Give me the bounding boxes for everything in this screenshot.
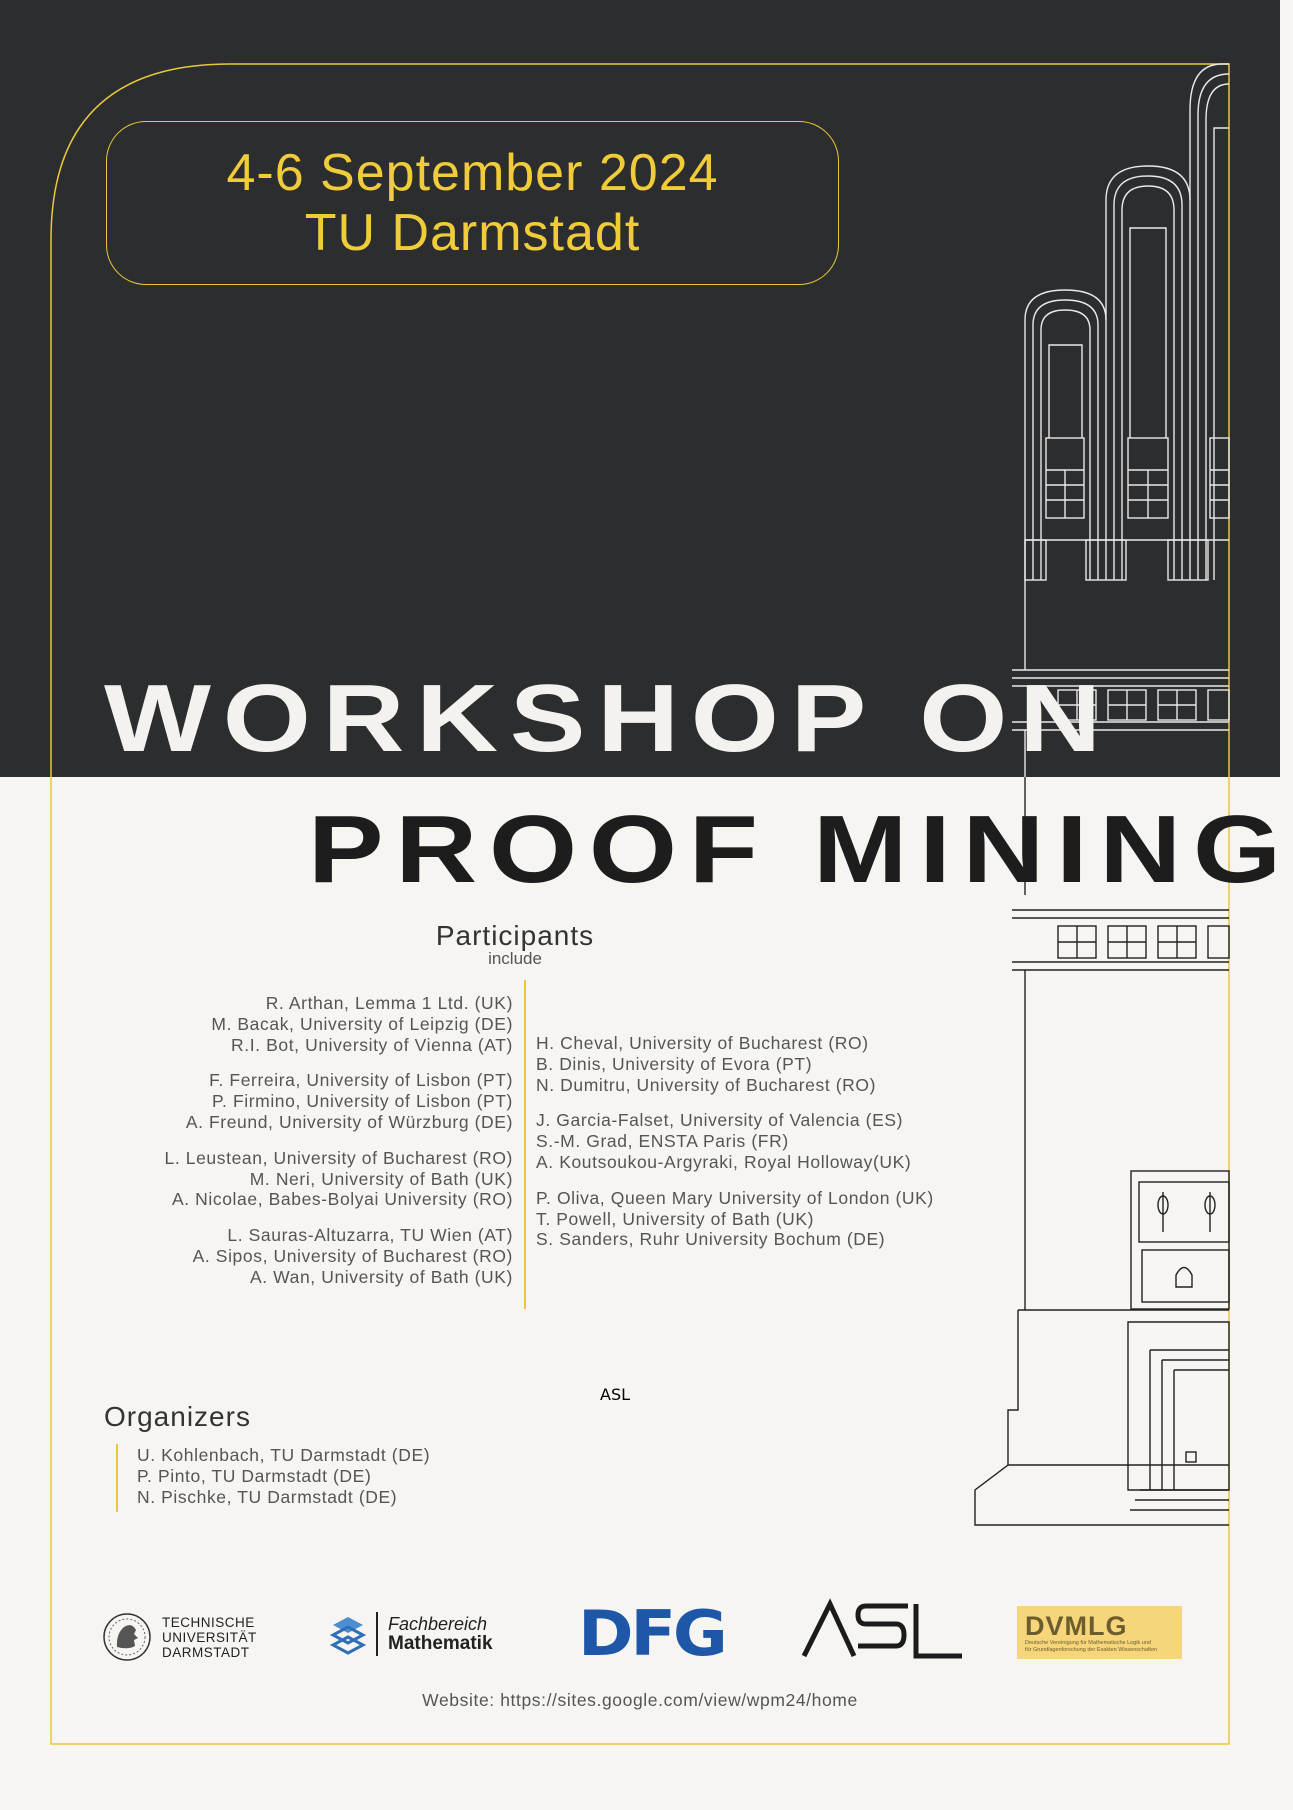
tu-logo-line: TECHNISCHE [162, 1614, 255, 1630]
participant-group [536, 1033, 934, 1095]
participant-item: P. Oliva, Queen Mary University of London (UK) [536, 1187, 934, 1208]
organizers-list [137, 1445, 430, 1507]
participant-item: A. Wan, University of Bath (UK) [249, 1266, 513, 1287]
participant-item: B. Dinis, University of Evora (PT) [536, 1053, 813, 1074]
participants-list-right [536, 1033, 934, 1265]
title-line-1: WORKSHOP ON [104, 665, 1113, 772]
participant-group [536, 1188, 934, 1250]
organizer-item: N. Pischke, TU Darmstadt (DE) [137, 1486, 398, 1507]
dvmlg-subtitle: für Grundlagenforschung der Exakten Wissenschaften [1025, 1646, 1158, 1653]
participant-group [165, 1225, 514, 1287]
participant-item: T. Powell, University of Bath (UK) [536, 1208, 815, 1229]
participant-item: M. Neri, University of Bath (UK) [249, 1168, 513, 1189]
participants-list-left [165, 993, 514, 1303]
fachbereich-text: Fachbereich [388, 1614, 488, 1634]
participant-item: F. Ferreira, University of Lisbon (PT) [209, 1070, 513, 1091]
athena-seal-icon [102, 1612, 152, 1662]
participant-item: A. Koutsoukou-Argyraki, Royal Holloway(UK) [536, 1151, 912, 1172]
title-line-2: PROOF MINING [308, 796, 1293, 903]
participant-item: J. Garcia-Falset, University of Valencia (ES) [536, 1110, 904, 1131]
organizers-divider [116, 1444, 118, 1512]
participant-item: S. Sanders, Ruhr University Bochum (DE) [536, 1229, 886, 1250]
participant-item: L. Sauras-Altuzarra, TU Wien (AT) [227, 1225, 513, 1246]
participant-group [536, 1110, 934, 1172]
participant-item: R. Arthan, Lemma 1 Ltd. (UK) [265, 993, 513, 1013]
participant-group [165, 1070, 514, 1132]
participants-heading [0, 920, 1030, 969]
event-date: 4-6 September 2024 [226, 144, 719, 202]
participants-subtitle: include [488, 949, 542, 968]
dfg-logo: DFG [578, 1597, 725, 1670]
dark-top-band [0, 0, 1280, 777]
participants-divider [524, 980, 526, 1309]
organizer-item: P. Pinto, TU Darmstadt (DE) [137, 1465, 372, 1486]
event-venue: TU Darmstadt [304, 204, 641, 262]
tu-logo-line: UNIVERSITÄT [162, 1629, 257, 1645]
participant-item: N. Dumitru, University of Bucharest (RO) [536, 1074, 877, 1095]
participant-item: P. Firmino, University of Lisbon (PT) [212, 1091, 513, 1112]
participant-item: H. Cheval, University of Bucharest (RO) [536, 1033, 869, 1053]
dvmlg-logo-text: DVMLG [1025, 1611, 1128, 1641]
participant-item: R.I. Bot, University of Vienna (AT) [231, 1034, 513, 1055]
organizer-item: U. Kohlenbach, TU Darmstadt (DE) [137, 1445, 431, 1465]
participant-group [165, 993, 514, 1055]
participants-title: Participants [435, 920, 595, 951]
participant-item: A. Freund, University of Würzburg (DE) [185, 1111, 513, 1132]
organizers-heading: Organizers [104, 1401, 251, 1432]
fachbereich-mathematik-logo [330, 1612, 493, 1656]
asl-logo-text: ASL [600, 1385, 631, 1404]
date-venue-box [106, 121, 839, 285]
dvmlg-subtitle: Deutsche Vereinigung für Mathematische Logik und [1025, 1640, 1151, 1646]
tu-logo-line: DARMSTADT [162, 1644, 250, 1660]
dvmlg-logo [1017, 1606, 1182, 1659]
participant-item: A. Nicolae, Babes-Bolyai University (RO) [171, 1189, 513, 1210]
participant-group [165, 1148, 514, 1210]
participant-item: A. Sipos, University of Bucharest (RO) [192, 1245, 513, 1266]
participant-item: M. Bacak, University of Leipzig (DE) [211, 1013, 513, 1034]
participant-item: S.-M. Grad, ENSTA Paris (FR) [536, 1131, 789, 1152]
logo-separator [376, 1612, 378, 1656]
mathematik-text: Mathematik [388, 1633, 493, 1654]
cube-stack-icon [330, 1614, 366, 1654]
tu-darmstadt-logo [102, 1612, 257, 1662]
participant-item: L. Leustean, University of Bucharest (RO) [164, 1147, 513, 1168]
website-link[interactable]: Website: https://sites.google.com/view/wpm24/home [422, 1690, 858, 1710]
